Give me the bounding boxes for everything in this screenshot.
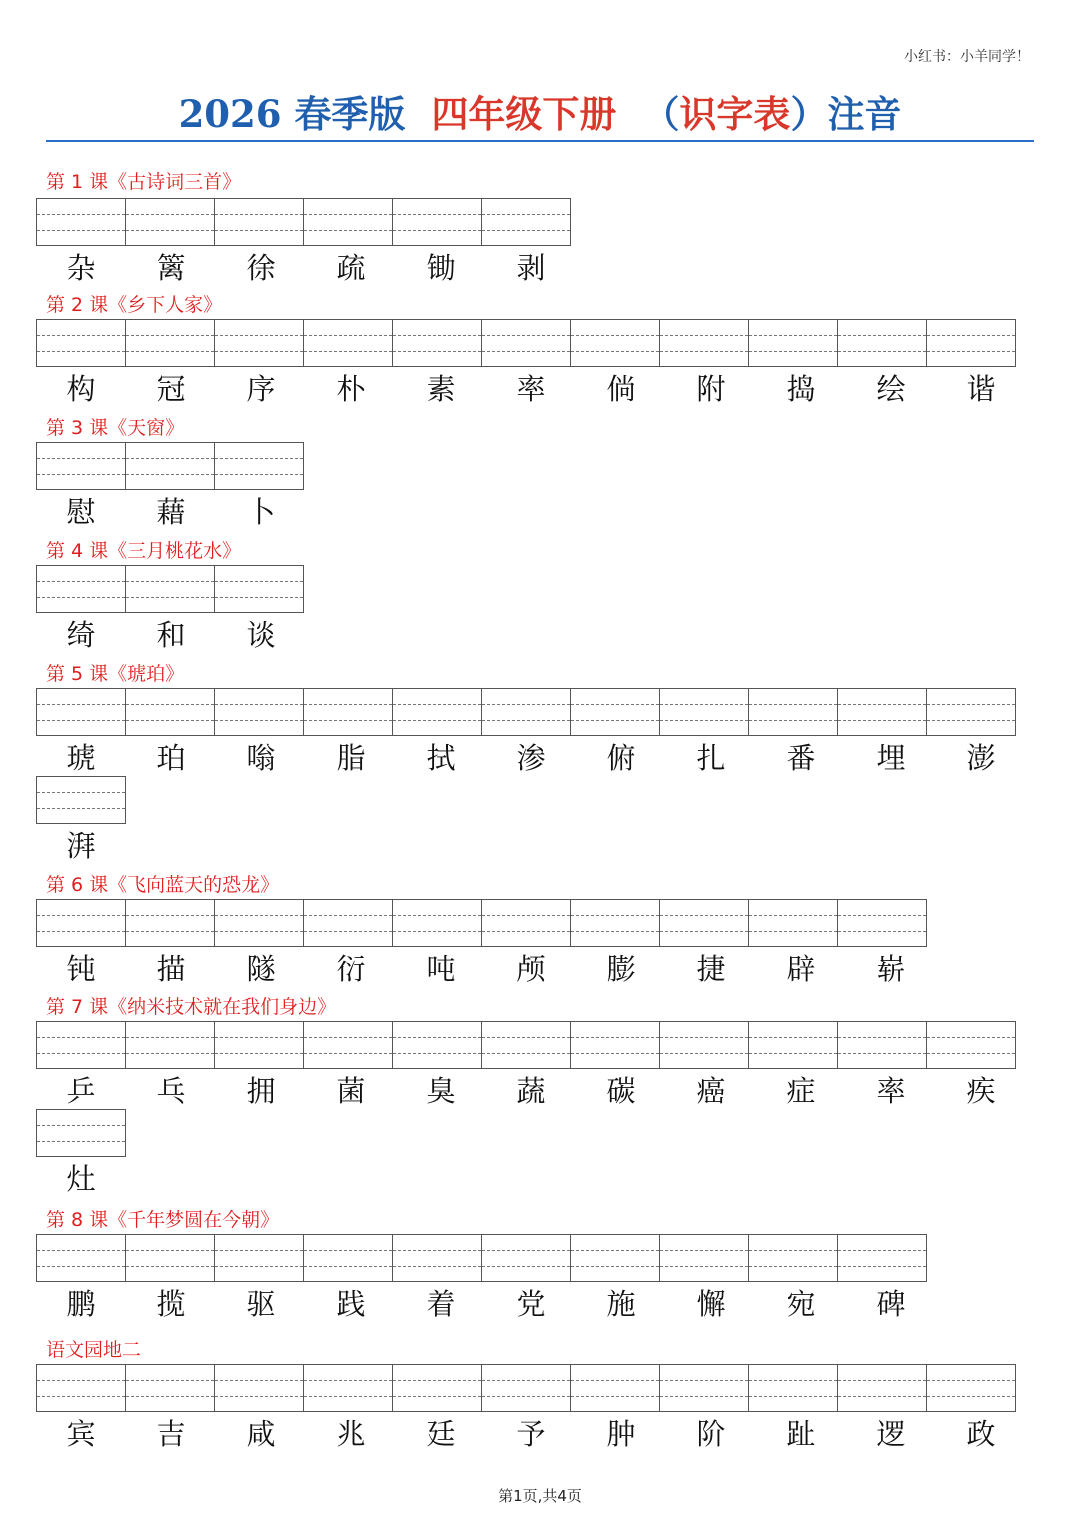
hanzi-character: 捣 xyxy=(786,372,816,406)
hanzi-character: 描 xyxy=(156,952,186,986)
title-table-name: 识字表 xyxy=(679,92,791,136)
pinyin-writing-box[interactable] xyxy=(125,1364,215,1412)
pinyin-writing-box[interactable] xyxy=(303,1234,393,1282)
hanzi-character: 埋 xyxy=(876,741,906,775)
pinyin-writing-box[interactable] xyxy=(36,1109,126,1157)
hanzi-character: 吨 xyxy=(426,952,456,986)
pinyin-writing-box[interactable] xyxy=(481,198,571,246)
lesson-title: 第 1 课《古诗词三首》 xyxy=(46,171,242,193)
pinyin-writing-box[interactable] xyxy=(392,1364,482,1412)
hanzi-character: 慰 xyxy=(66,495,96,529)
pinyin-writing-box[interactable] xyxy=(659,1021,749,1069)
hanzi-character: 灶 xyxy=(66,1162,96,1196)
lesson-title: 第 2 课《乡下人家》 xyxy=(46,294,223,316)
hanzi-character: 拥 xyxy=(246,1074,276,1108)
hanzi-character: 绘 xyxy=(876,372,906,406)
pinyin-writing-box[interactable] xyxy=(926,319,1016,367)
pinyin-writing-box[interactable] xyxy=(214,1364,304,1412)
pinyin-writing-box[interactable] xyxy=(392,899,482,947)
pinyin-writing-box[interactable] xyxy=(392,198,482,246)
hanzi-character: 澎 xyxy=(966,741,996,775)
hanzi-character: 症 xyxy=(786,1074,816,1108)
hanzi-character: 倘 xyxy=(606,372,636,406)
hanzi-character: 碑 xyxy=(876,1287,906,1321)
pinyin-writing-box[interactable] xyxy=(748,899,838,947)
pinyin-writing-box[interactable] xyxy=(748,1364,838,1412)
hanzi-character: 和 xyxy=(156,618,186,652)
pinyin-writing-box[interactable] xyxy=(659,1364,749,1412)
pinyin-writing-box[interactable] xyxy=(303,1021,393,1069)
hanzi-character: 鹏 xyxy=(66,1287,96,1321)
hanzi-character: 着 xyxy=(426,1287,456,1321)
pinyin-grid-row xyxy=(36,1234,927,1282)
hanzi-character: 构 xyxy=(66,372,96,406)
title-paren-close: ） xyxy=(790,92,828,136)
hanzi-character: 锄 xyxy=(426,251,456,285)
character-row xyxy=(36,826,126,866)
hanzi-character: 谈 xyxy=(246,618,276,652)
pinyin-writing-box[interactable] xyxy=(570,319,660,367)
pinyin-writing-box[interactable] xyxy=(570,899,660,947)
hanzi-character: 揽 xyxy=(156,1287,186,1321)
pinyin-grid-row xyxy=(36,198,571,246)
pinyin-grid-row xyxy=(36,1364,1016,1412)
pinyin-writing-box[interactable] xyxy=(125,688,215,736)
pinyin-writing-box[interactable] xyxy=(36,899,126,947)
pinyin-writing-box[interactable] xyxy=(570,1364,660,1412)
hanzi-character: 驱 xyxy=(246,1287,276,1321)
pinyin-writing-box[interactable] xyxy=(837,1234,927,1282)
pinyin-writing-box[interactable] xyxy=(125,442,215,490)
hanzi-character: 疾 xyxy=(966,1074,996,1108)
pinyin-grid-row xyxy=(36,442,304,490)
hanzi-character: 绮 xyxy=(66,618,96,652)
pinyin-grid-row xyxy=(36,1021,1016,1069)
page-header xyxy=(46,92,1034,142)
hanzi-character: 冠 xyxy=(156,372,186,406)
pinyin-writing-box[interactable] xyxy=(837,899,927,947)
hanzi-character: 徐 xyxy=(246,251,276,285)
pinyin-writing-box[interactable] xyxy=(303,688,393,736)
pinyin-writing-box[interactable] xyxy=(837,1021,927,1069)
pinyin-writing-box[interactable] xyxy=(214,1234,304,1282)
pinyin-writing-box[interactable] xyxy=(36,319,126,367)
title-edition: 2026 春季版 xyxy=(178,92,406,136)
hanzi-character: 附 xyxy=(696,372,726,406)
pinyin-writing-box[interactable] xyxy=(659,899,749,947)
hanzi-character: 乓 xyxy=(156,1074,186,1108)
pinyin-grid-row xyxy=(36,1109,126,1157)
pinyin-writing-box[interactable] xyxy=(570,688,660,736)
hanzi-character: 咸 xyxy=(246,1417,276,1451)
hanzi-character: 篱 xyxy=(156,251,186,285)
pinyin-writing-box[interactable] xyxy=(481,688,571,736)
hanzi-character: 藉 xyxy=(156,495,186,529)
pinyin-writing-box[interactable] xyxy=(837,688,927,736)
character-row xyxy=(36,1159,126,1199)
pinyin-writing-box[interactable] xyxy=(214,442,304,490)
pinyin-writing-box[interactable] xyxy=(392,1021,482,1069)
character-row xyxy=(36,949,936,989)
title-paren-open: （ xyxy=(642,92,680,136)
pinyin-writing-box[interactable] xyxy=(837,1364,927,1412)
pinyin-writing-box[interactable] xyxy=(392,688,482,736)
hanzi-character: 率 xyxy=(876,1074,906,1108)
pinyin-writing-box[interactable] xyxy=(392,1234,482,1282)
pinyin-writing-box[interactable] xyxy=(214,1021,304,1069)
hanzi-character: 践 xyxy=(336,1287,366,1321)
pinyin-writing-box[interactable] xyxy=(36,1021,126,1069)
pinyin-writing-box[interactable] xyxy=(659,688,749,736)
pinyin-writing-box[interactable] xyxy=(748,1021,838,1069)
hanzi-character: 阶 xyxy=(696,1417,726,1451)
pinyin-writing-box[interactable] xyxy=(481,319,571,367)
hanzi-character: 膨 xyxy=(606,952,636,986)
pinyin-writing-box[interactable] xyxy=(36,565,126,613)
hanzi-character: 肿 xyxy=(606,1417,636,1451)
pinyin-writing-box[interactable] xyxy=(125,319,215,367)
pinyin-writing-box[interactable] xyxy=(36,442,126,490)
hanzi-character: 吉 xyxy=(156,1417,186,1451)
hanzi-character: 拭 xyxy=(426,741,456,775)
hanzi-character: 珀 xyxy=(156,741,186,775)
pinyin-writing-box[interactable] xyxy=(36,1234,126,1282)
page-title xyxy=(46,92,1034,136)
hanzi-character: 颅 xyxy=(516,952,546,986)
pinyin-writing-box[interactable] xyxy=(748,688,838,736)
pinyin-writing-box[interactable] xyxy=(926,1021,1016,1069)
hanzi-character: 宛 xyxy=(786,1287,816,1321)
character-row xyxy=(36,492,306,532)
hanzi-character: 渗 xyxy=(516,741,546,775)
hanzi-character: 隧 xyxy=(246,952,276,986)
hanzi-character: 施 xyxy=(606,1287,636,1321)
hanzi-character: 疏 xyxy=(336,251,366,285)
pinyin-writing-box[interactable] xyxy=(570,1021,660,1069)
pinyin-writing-box[interactable] xyxy=(214,899,304,947)
pinyin-writing-box[interactable] xyxy=(214,198,304,246)
lesson-title: 第 3 课《天窗》 xyxy=(46,417,185,439)
hanzi-character: 杂 xyxy=(66,251,96,285)
pinyin-writing-box[interactable] xyxy=(214,319,304,367)
pinyin-writing-box[interactable] xyxy=(392,319,482,367)
hanzi-character: 菌 xyxy=(336,1074,366,1108)
lesson-title: 第 6 课《飞向蓝天的恐龙》 xyxy=(46,874,280,896)
hanzi-character: 俯 xyxy=(606,741,636,775)
pinyin-writing-box[interactable] xyxy=(748,1234,838,1282)
hanzi-character: 率 xyxy=(516,372,546,406)
hanzi-character: 碳 xyxy=(606,1074,636,1108)
hanzi-character: 政 xyxy=(966,1417,996,1451)
title-suffix: 注音 xyxy=(827,92,902,136)
pinyin-writing-box[interactable] xyxy=(303,198,393,246)
pinyin-writing-box[interactable] xyxy=(837,319,927,367)
hanzi-character: 臭 xyxy=(426,1074,456,1108)
hanzi-character: 琥 xyxy=(66,741,96,775)
pinyin-grid-row xyxy=(36,776,126,824)
title-grade: 四年级下册 xyxy=(431,92,617,136)
hanzi-character: 辟 xyxy=(786,952,816,986)
pinyin-writing-box[interactable] xyxy=(36,198,126,246)
hanzi-character: 脂 xyxy=(336,741,366,775)
hanzi-character: 序 xyxy=(246,372,276,406)
hanzi-character: 谐 xyxy=(966,372,996,406)
hanzi-character: 扎 xyxy=(696,741,726,775)
pinyin-writing-box[interactable] xyxy=(481,899,571,947)
character-row xyxy=(36,738,1026,778)
pinyin-writing-box[interactable] xyxy=(481,1234,571,1282)
hanzi-character: 宾 xyxy=(66,1417,96,1451)
character-row xyxy=(36,369,1026,409)
hanzi-character: 癌 xyxy=(696,1074,726,1108)
hanzi-character: 素 xyxy=(426,372,456,406)
hanzi-character: 乒 xyxy=(66,1074,96,1108)
pinyin-writing-box[interactable] xyxy=(214,688,304,736)
pinyin-writing-box[interactable] xyxy=(214,565,304,613)
watermark-text: 小红书：小羊同学！ xyxy=(904,49,1030,65)
pinyin-writing-box[interactable] xyxy=(36,688,126,736)
pinyin-writing-box[interactable] xyxy=(303,1364,393,1412)
pinyin-writing-box[interactable] xyxy=(659,319,749,367)
hanzi-character: 廷 xyxy=(426,1417,456,1451)
pinyin-writing-box[interactable] xyxy=(570,1234,660,1282)
hanzi-character: 趾 xyxy=(786,1417,816,1451)
hanzi-character: 逻 xyxy=(876,1417,906,1451)
hanzi-character: 党 xyxy=(516,1287,546,1321)
lesson-title: 第 5 课《琥珀》 xyxy=(46,663,185,685)
lesson-title: 第 4 课《三月桃花水》 xyxy=(46,540,242,562)
hanzi-character: 捷 xyxy=(696,952,726,986)
pinyin-grid-row xyxy=(36,319,1016,367)
pinyin-grid-row xyxy=(36,688,1016,736)
hanzi-character: 懈 xyxy=(696,1287,726,1321)
lesson-title: 第 8 课《千年梦圆在今朝》 xyxy=(46,1209,280,1231)
pinyin-writing-box[interactable] xyxy=(303,319,393,367)
pinyin-writing-box[interactable] xyxy=(926,1364,1016,1412)
character-row xyxy=(36,615,306,655)
hanzi-character: 番 xyxy=(786,741,816,775)
hanzi-character: 卜 xyxy=(246,495,276,529)
pinyin-writing-box[interactable] xyxy=(125,565,215,613)
pinyin-writing-box[interactable] xyxy=(748,319,838,367)
hanzi-character: 蔬 xyxy=(516,1074,546,1108)
hanzi-character: 湃 xyxy=(66,829,96,863)
pinyin-writing-box[interactable] xyxy=(125,198,215,246)
hanzi-character: 剥 xyxy=(516,251,546,285)
pinyin-writing-box[interactable] xyxy=(36,1364,126,1412)
hanzi-character: 予 xyxy=(516,1417,546,1451)
pinyin-writing-box[interactable] xyxy=(125,1021,215,1069)
hanzi-character: 钝 xyxy=(66,952,96,986)
hanzi-character: 兆 xyxy=(336,1417,366,1451)
character-row xyxy=(36,1414,1026,1454)
pinyin-writing-box[interactable] xyxy=(659,1234,749,1282)
hanzi-character: 崭 xyxy=(876,952,906,986)
pinyin-writing-box[interactable] xyxy=(125,1234,215,1282)
character-row xyxy=(36,248,576,288)
hanzi-character: 嗡 xyxy=(246,741,276,775)
pinyin-writing-box[interactable] xyxy=(926,688,1016,736)
pinyin-writing-box[interactable] xyxy=(481,1021,571,1069)
hanzi-character: 衍 xyxy=(336,952,366,986)
character-row xyxy=(36,1284,936,1324)
hanzi-character: 朴 xyxy=(336,372,366,406)
lesson-title: 第 7 课《纳米技术就在我们身边》 xyxy=(46,996,337,1018)
page-footer: 第1页,共4页 xyxy=(498,1487,582,1505)
pinyin-grid-row xyxy=(36,565,304,613)
pinyin-writing-box[interactable] xyxy=(36,776,126,824)
pinyin-grid-row xyxy=(36,899,927,947)
pinyin-writing-box[interactable] xyxy=(125,899,215,947)
pinyin-writing-box[interactable] xyxy=(303,899,393,947)
pinyin-writing-box[interactable] xyxy=(481,1364,571,1412)
character-row xyxy=(36,1071,1026,1111)
lesson-title: 语文园地二 xyxy=(46,1339,142,1361)
